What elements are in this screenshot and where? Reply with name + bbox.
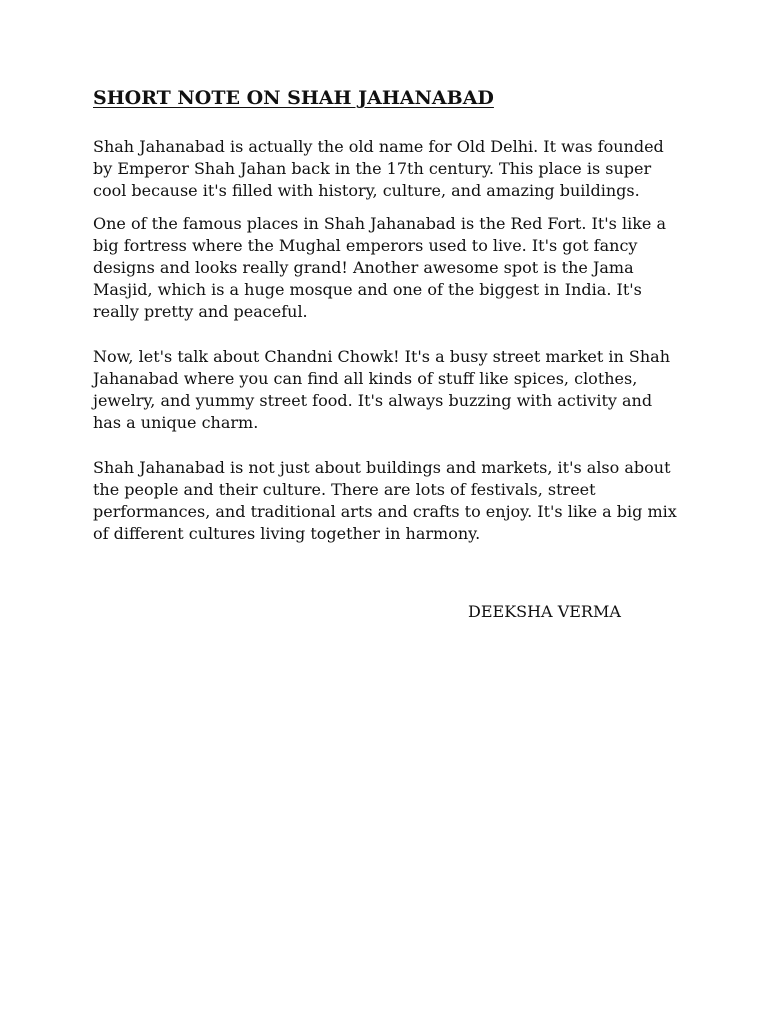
document-title: SHORT NOTE ON SHAH JAHANABAD — [93, 87, 494, 109]
paragraph-red-fort: One of the famous places in Shah Jahanabad is the Red Fort. It's like a big fortress where the Mughal emperors used to live. It's got fancy designs and looks really grand! Another awesome spot is the Jama Masjid, which is a huge mosque and one of the biggest in India. It's really pretty and peaceful. — [93, 214, 666, 321]
paragraph-culture: Shah Jahanabad is not just about buildings and markets, it's also about the people and their culture. There are lots of festivals, street performances, and traditional arts and crafts to enjoy. It's like a big mix of different cultures living together in harmony. — [93, 458, 677, 543]
author-name: DEEKSHA VERMA — [468, 602, 621, 621]
paragraph-intro: Shah Jahanabad is actually the old name for Old Delhi. It was founded by Emperor Shah Jahan back in the 17th century. This place is super cool because it's filled with history, culture, and amazing buildings. — [93, 137, 664, 200]
paragraph-chandni-chowk: Now, let's talk about Chandni Chowk! It's a busy street market in Shah Jahanabad where you can find all kinds of stuff like spices, clothes, jewelry, and yummy street food. It's always buzzing with activity and has a unique charm. — [93, 347, 670, 432]
